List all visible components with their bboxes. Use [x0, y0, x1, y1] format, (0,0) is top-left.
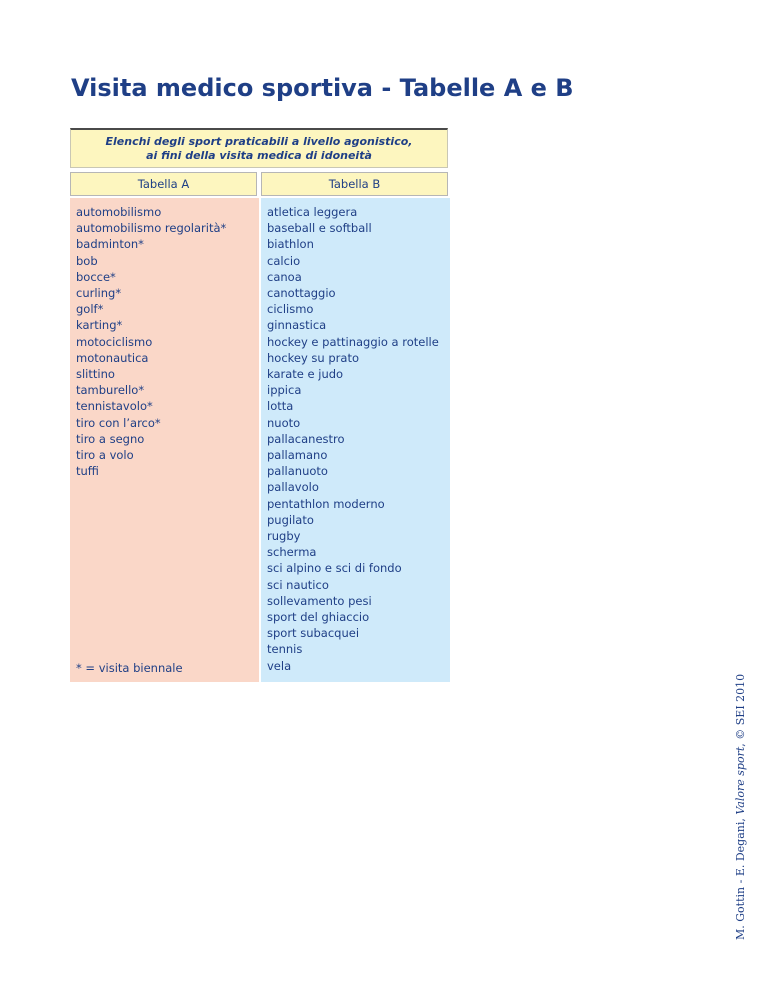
- tabella-b-item: sollevamento pesi: [267, 593, 372, 608]
- caption-line-1: Elenchi degli sport praticabili a livello agonistico,: [105, 135, 413, 148]
- tabella-b-header: Tabella B: [261, 172, 448, 196]
- tabella-b-item: baseball e softball: [267, 221, 372, 236]
- tabella-a-list: [76, 204, 253, 479]
- tabella-b-item: pallavolo: [267, 480, 319, 495]
- tabella-b-item: pugilato: [267, 512, 314, 527]
- tabella-b-item: pallamano: [267, 448, 328, 463]
- tabella-b-item: pallanuoto: [267, 464, 328, 479]
- tabella-b-column: [261, 198, 450, 682]
- tabella-b-item: sport del ghiaccio: [267, 610, 370, 625]
- tabella-a-item: tamburello*: [76, 383, 145, 398]
- tabella-a-item: tiro a segno: [76, 431, 145, 446]
- tabella-b-list: [267, 204, 444, 674]
- tabella-a-item: golf*: [76, 302, 104, 317]
- tabella-b-item: sport subacquei: [267, 626, 360, 641]
- copyright-credit: [734, 674, 748, 940]
- tabella-b-item: lotta: [267, 399, 294, 414]
- credit-book-title: Valore sport: [734, 746, 747, 815]
- tabella-b-item: calcio: [267, 253, 301, 268]
- page-title: Visita medico sportiva - Tabelle A e B: [71, 74, 574, 102]
- tabella-a-item: karting*: [76, 318, 123, 333]
- tabella-a-item: slittino: [76, 367, 115, 382]
- tabella-b-item: ippica: [267, 383, 302, 398]
- sports-table: [70, 128, 450, 683]
- tabella-b-item: vela: [267, 658, 292, 673]
- tabella-b-item: canottaggio: [267, 286, 336, 301]
- tabella-a-item: curling*: [76, 286, 122, 301]
- footnote: * = visita biennale: [76, 660, 183, 675]
- tabella-b-item: pallacanestro: [267, 431, 345, 446]
- tabella-b-item: karate e judo: [267, 367, 344, 382]
- tabella-a-item: automobilismo regolarità*: [76, 221, 227, 236]
- tabella-b-item: sci alpino e sci di fondo: [267, 561, 402, 576]
- tabella-a-item: tuffi: [76, 464, 99, 479]
- credit-publisher: , © SEI 2010: [734, 673, 747, 747]
- tabella-b-item: hockey su prato: [267, 350, 359, 365]
- credit-authors: M. Gottin - E. Degani,: [734, 814, 747, 940]
- tabella-a-item: automobilismo: [76, 205, 162, 219]
- tabella-a-item: bocce*: [76, 269, 116, 284]
- tabella-b-item: rugby: [267, 529, 301, 544]
- tabella-a-item: badminton*: [76, 237, 144, 252]
- tabella-a-item: bob: [76, 253, 98, 268]
- tabella-b-item: ciclismo: [267, 302, 314, 317]
- tabella-b-item: hockey e pattinaggio a rotelle: [267, 334, 439, 349]
- tabella-a-item: motociclismo: [76, 334, 153, 349]
- tabella-a-item: tiro a volo: [76, 448, 134, 463]
- tabella-b-item: tennis: [267, 642, 303, 657]
- tabella-b-item: ginnastica: [267, 318, 327, 333]
- tabella-b-item: atletica leggera: [267, 205, 358, 219]
- tabella-a-item: tiro con l’arco*: [76, 415, 161, 430]
- tabella-a-item: motonautica: [76, 350, 149, 365]
- caption-line-2: ai fini della visita medica di idoneità: [146, 149, 372, 162]
- table-caption: [70, 128, 448, 168]
- tabella-a-header: Tabella A: [70, 172, 257, 196]
- tabella-b-item: nuoto: [267, 415, 301, 430]
- tabella-b-item: pentathlon moderno: [267, 496, 385, 511]
- tabella-b-item: scherma: [267, 545, 317, 560]
- tabella-b-item: biathlon: [267, 237, 314, 252]
- tabella-a-item: tennistavolo*: [76, 399, 153, 414]
- tabella-b-item: sci nautico: [267, 577, 329, 592]
- tabella-a-column: [70, 198, 259, 682]
- tabella-b-item: canoa: [267, 269, 302, 284]
